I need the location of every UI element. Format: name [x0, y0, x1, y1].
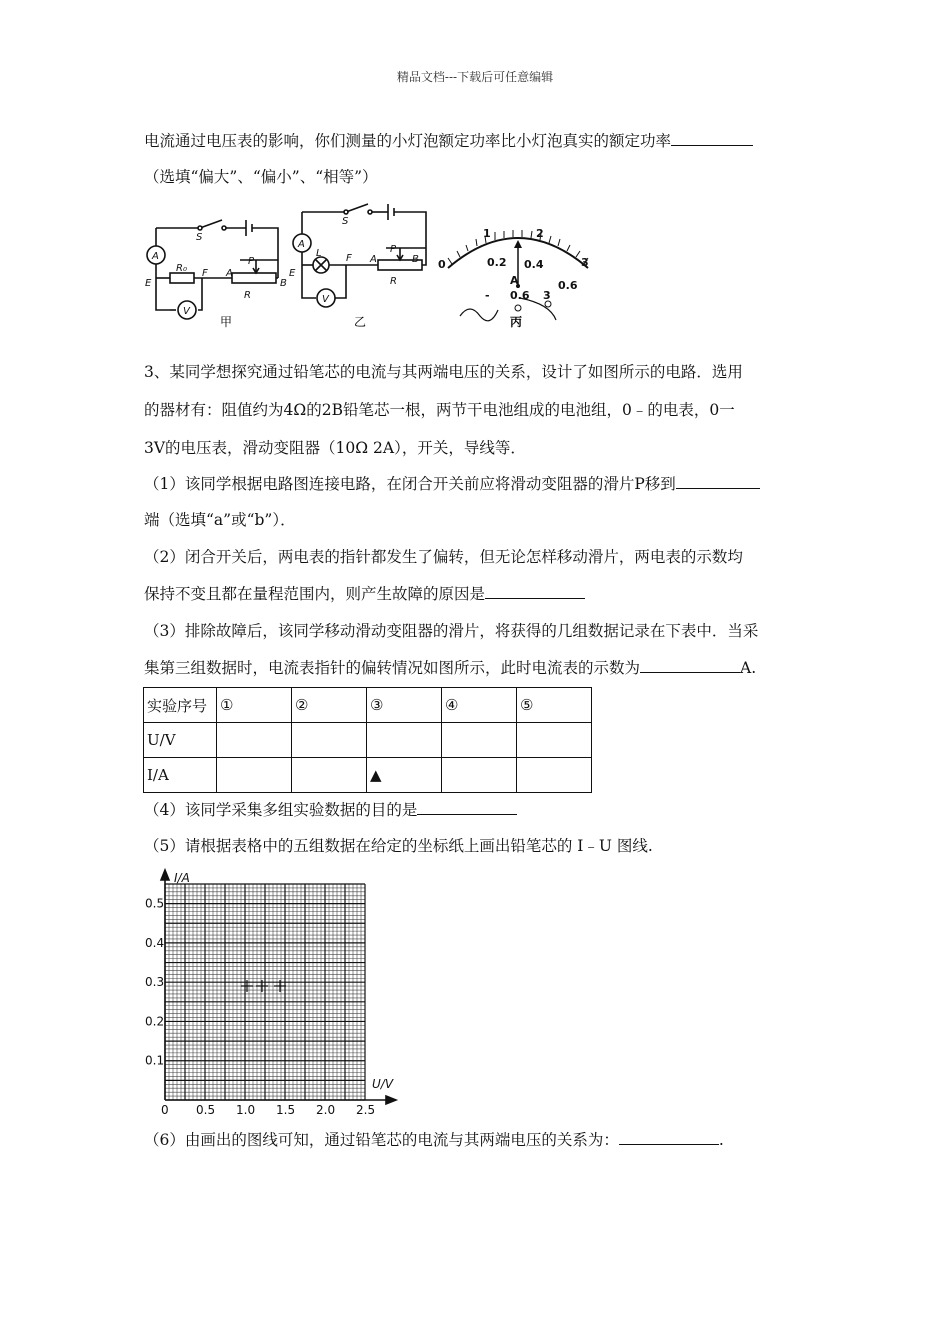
answer-blank[interactable] — [640, 658, 740, 673]
text-line: 集第三组数据时，电流表指针的偏转情况如图所示，此时电流表的示数为 A. — [144, 659, 757, 677]
y-tick-label: 0.4 — [145, 935, 165, 950]
y-tick-label: 0.5 — [145, 896, 165, 911]
svg-text:L: L — [316, 248, 322, 259]
svg-text:3: 3 — [581, 256, 589, 269]
answer-blank[interactable] — [619, 1130, 719, 1145]
circuit-yi — [293, 204, 426, 307]
row-label-u: U/V — [144, 723, 217, 758]
svg-text:S: S — [342, 216, 349, 227]
svg-text:1: 1 — [483, 227, 491, 240]
svg-text:0.6: 0.6 — [558, 279, 578, 292]
svg-text:F: F — [202, 268, 208, 279]
svg-text:P: P — [248, 256, 255, 267]
svg-text:0.6: 0.6 — [510, 289, 530, 302]
circuit-jia — [147, 220, 278, 319]
text-line: （6）由画出的图线可知，通过铅笔芯的电流与其两端电压的关系为： . — [144, 1131, 724, 1149]
svg-text:R: R — [390, 276, 397, 287]
svg-text:0: 0 — [438, 258, 446, 271]
figure-label-jia: 甲 — [220, 315, 233, 329]
triangle-marker: ▲ — [367, 758, 442, 793]
answer-blank[interactable] — [671, 131, 753, 146]
row-label-i: I/A — [144, 758, 217, 793]
x-tick-label: 2.5 — [356, 1103, 376, 1117]
text-line: （2）闭合开关后，两电表的指针都发生了偏转，但无论怎样移动滑片，两电表的示数均 — [144, 548, 743, 566]
table-header-label: 实验序号 — [144, 688, 217, 723]
text-line: 保持不变且都在量程范围内，则产生故障的原因是 — [144, 582, 585, 604]
answer-blank[interactable] — [417, 800, 517, 815]
x-axis-label: U/V — [372, 1077, 394, 1091]
svg-text:R: R — [244, 290, 251, 301]
svg-text:A: A — [226, 268, 233, 279]
svg-text:E: E — [145, 278, 152, 289]
voltmeter-label: V — [183, 306, 190, 317]
svg-text:S: S — [196, 232, 203, 243]
svg-text:3: 3 — [543, 289, 551, 302]
figure-label-yi: 乙 — [354, 315, 367, 329]
x-tick-label: 1.5 — [276, 1103, 296, 1117]
iu-chart — [140, 864, 410, 1118]
text-line: （选填“偏大”、“偏小”、“相等”） — [144, 168, 378, 186]
text-line: （5）请根据表格中的五组数据在给定的坐标纸上画出铅笔芯的 I﹣U 图线. — [144, 837, 653, 855]
answer-blank[interactable] — [676, 474, 760, 489]
x-tick-label: 2.0 — [316, 1103, 336, 1117]
svg-text:2: 2 — [536, 227, 544, 240]
x-tick-label: 0.5 — [196, 1103, 216, 1117]
text-line: （3）排除故障后，该同学移动滑动变阻器的滑片，将获得的几组数据记录在下表中．当采 — [144, 622, 759, 640]
x-tick-label: 1.0 — [236, 1103, 256, 1117]
circuit-figures — [140, 198, 600, 334]
svg-text:A: A — [298, 239, 305, 250]
svg-text:P: P — [390, 244, 397, 255]
svg-text:B: B — [280, 278, 287, 289]
text-line: （1）该同学根据电路图连接电路，在闭合开关前应将滑动变阻器的滑片P移到 — [144, 472, 760, 494]
svg-text:-: - — [485, 289, 490, 302]
text-line: 电流通过电压表的影响，你们测量的小灯泡额定功率比小灯泡真实的额定功率 — [144, 129, 753, 151]
ammeter-label: A — [152, 251, 159, 262]
data-table: 实验序号 ① ② ③ ④ ⑤ U/V I/A ▲ — [143, 687, 592, 793]
svg-text:A: A — [510, 274, 519, 287]
svg-text:E: E — [289, 268, 296, 279]
text-line: 3V的电压表，滑动变阻器（10Ω 2A），开关，导线等． — [144, 439, 526, 457]
svg-text:R₀: R₀ — [176, 263, 187, 274]
x-tick-label: 0 — [161, 1103, 169, 1117]
svg-text:V: V — [322, 294, 329, 305]
svg-text:0.4: 0.4 — [524, 258, 544, 271]
page-header: 精品文档---下载后可任意编辑 — [396, 70, 554, 84]
y-tick-label: 0.1 — [145, 1053, 165, 1068]
answer-blank[interactable] — [485, 584, 585, 599]
text-line: 的器材有：阻值约为4Ω的2B铅笔芯一根，两节干电池组成的电池组，0﹣的电表，0一 — [144, 401, 735, 419]
svg-text:A: A — [370, 254, 377, 265]
y-axis-label: I/A — [174, 871, 190, 885]
text-line: （4）该同学采集多组实验数据的目的是 — [144, 798, 517, 820]
y-tick-label: 0.2 — [145, 1014, 165, 1029]
figure-label-bing: 丙 — [510, 315, 523, 329]
question-3: 3、某同学想探究通过铅笔芯的电流与其两端电压的关系，设计了如图所示的电路．选用 — [144, 363, 743, 381]
svg-text:F: F — [346, 253, 352, 264]
text-line: 端（选填“a”或“b”）． — [144, 511, 296, 529]
svg-text:B: B — [412, 254, 419, 265]
y-tick-label: 0.3 — [145, 975, 165, 990]
svg-text:0.2: 0.2 — [487, 256, 507, 269]
